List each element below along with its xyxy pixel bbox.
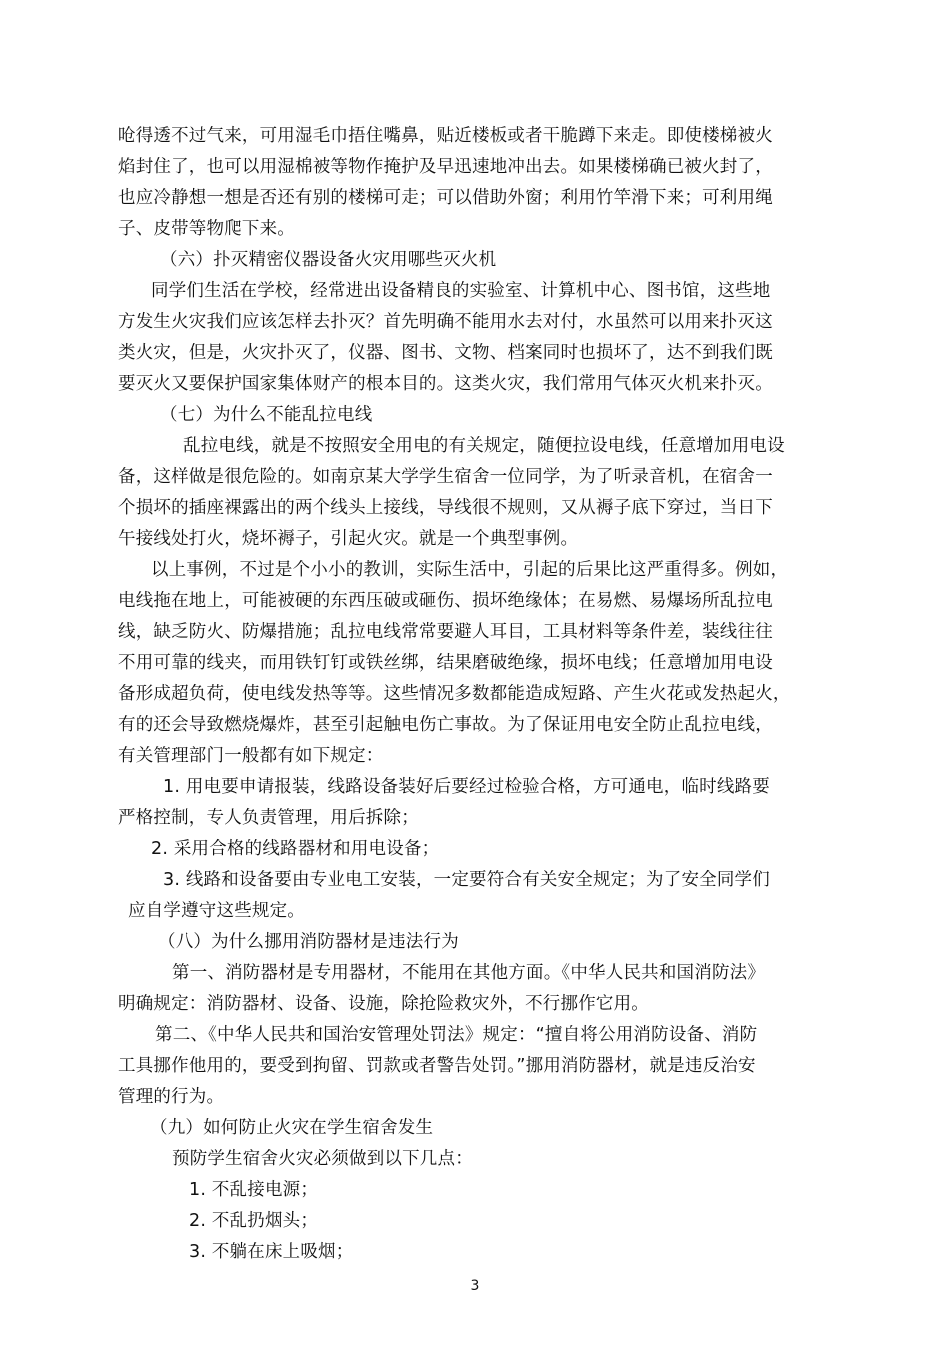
list-item: 2. 采用合格的线路器材和用电设备； bbox=[151, 839, 440, 859]
text-line: 明确规定：消防器材、设备、设施，除抢险救灾外，不行挪作它用。 bbox=[118, 994, 649, 1014]
text-line: 以上事例，不过是个小小的教训，实际生活中，引起的后果比这严重得多。例如， bbox=[151, 560, 789, 580]
text-line: 第一、消防器材是专用器材，不能用在其他方面。《中华人民共和国消防法》 bbox=[172, 963, 766, 983]
text-line: 有的还会导致燃烧爆炸，甚至引起触电伤亡事故。为了保证用电安全防止乱拉电线， bbox=[118, 715, 773, 735]
list-item: 3. 线路和设备要由专业电工安装，一定要符合有关安全规定；为了安全同学们 bbox=[163, 870, 770, 890]
list-item: 应自学遵守这些规定。 bbox=[128, 901, 305, 921]
text-line: 焰封住了，也可以用湿棉被等物作掩护及早迅速地冲出去。如果楼梯确已被火封了， bbox=[118, 157, 773, 177]
list-item: 严格控制，专人负责管理，用后拆除； bbox=[118, 808, 419, 828]
text-line: 备，这样做是很危险的。如南京某大学学生宿舍一位同学，为了听录音机，在宿舍一 bbox=[118, 467, 773, 487]
text-line: 电线拖在地上，可能被硬的东西压破或砸伤、损坏绝缘体；在易燃、易爆场所乱拉电 bbox=[118, 591, 773, 611]
section-heading: （七）为什么不能乱拉电线 bbox=[160, 405, 373, 425]
list-item: 1. 不乱接电源； bbox=[189, 1180, 319, 1200]
text-line: 也应冷静想一想是否还有别的楼梯可走；可以借助外窗；利用竹竿滑下来；可利用绳 bbox=[118, 188, 773, 208]
section-heading: （九）如何防止火灾在学生宿舍发生 bbox=[150, 1118, 434, 1138]
section-heading: （六）扑灭精密仪器设备火灾用哪些灭火机 bbox=[160, 250, 497, 270]
text-line: 管理的行为。 bbox=[118, 1087, 225, 1107]
text-line: 要灭火又要保护国家集体财产的根本目的。这类火灾，我们常用气体灭火机来扑灭。 bbox=[118, 374, 773, 394]
text-line: 呛得透不过气来，可用湿毛巾捂住嘴鼻，贴近楼板或者干脆蹲下来走。即使楼梯被火 bbox=[118, 126, 773, 146]
text-line: 预防学生宿舍火灾必须做到以下几点： bbox=[172, 1149, 473, 1169]
text-line: 方发生火灾我们应该怎样去扑灭？首先明确不能用水去对付，水虽然可以用来扑灭这 bbox=[118, 312, 773, 332]
text-line: 类火灾，但是，火灾扑灭了，仪器、图书、文物、档案同时也损坏了，达不到我们既 bbox=[118, 343, 773, 363]
text-line: 午接线处打火，烧坏褥子，引起火灾。就是一个典型事例。 bbox=[118, 529, 579, 549]
text-line: 乱拉电线，就是不按照安全用电的有关规定，随便拉设电线，任意增加用电设 bbox=[183, 436, 785, 456]
text-line: 备形成超负荷，使电线发热等等。这些情况多数都能造成短路、产生火花或发热起火， bbox=[118, 684, 791, 704]
list-item: 1. 用电要申请报装，线路设备装好后要经过检验合格，方可通电，临时线路要 bbox=[163, 777, 770, 797]
text-line: 不用可靠的线夹，而用铁钉钉或铁丝绑，结果磨破绝缘，损坏电线；任意增加用电设 bbox=[118, 653, 773, 673]
list-item: 3. 不躺在床上吸烟； bbox=[189, 1242, 354, 1262]
text-line: 同学们生活在学校，经常进出设备精良的实验室、计算机中心、图书馆，这些地 bbox=[151, 281, 771, 301]
text-line: 工具挪作他用的，要受到拘留、罚款或者警告处罚。”挪用消防器材，就是违反治安 bbox=[118, 1056, 756, 1076]
list-item: 2. 不乱扔烟头； bbox=[189, 1211, 319, 1231]
text-line: 子、皮带等物爬下来。 bbox=[118, 219, 295, 239]
section-heading: （八）为什么挪用消防器材是违法行为 bbox=[158, 932, 459, 952]
page-number: 3 bbox=[470, 1278, 480, 1294]
text-line: 有关管理部门一般都有如下规定： bbox=[118, 746, 384, 766]
text-line: 线，缺乏防火、防爆措施；乱拉电线常常要避人耳目，工具材料等条件差，装线往往 bbox=[118, 622, 773, 642]
text-line: 个损坏的插座裸露出的两个线头上接线，导线很不规则，又从褥子底下穿过，当日下 bbox=[118, 498, 773, 518]
text-line: 第二、《中华人民共和国治安管理处罚法》规定：“擅自将公用消防设备、消防 bbox=[155, 1025, 758, 1045]
